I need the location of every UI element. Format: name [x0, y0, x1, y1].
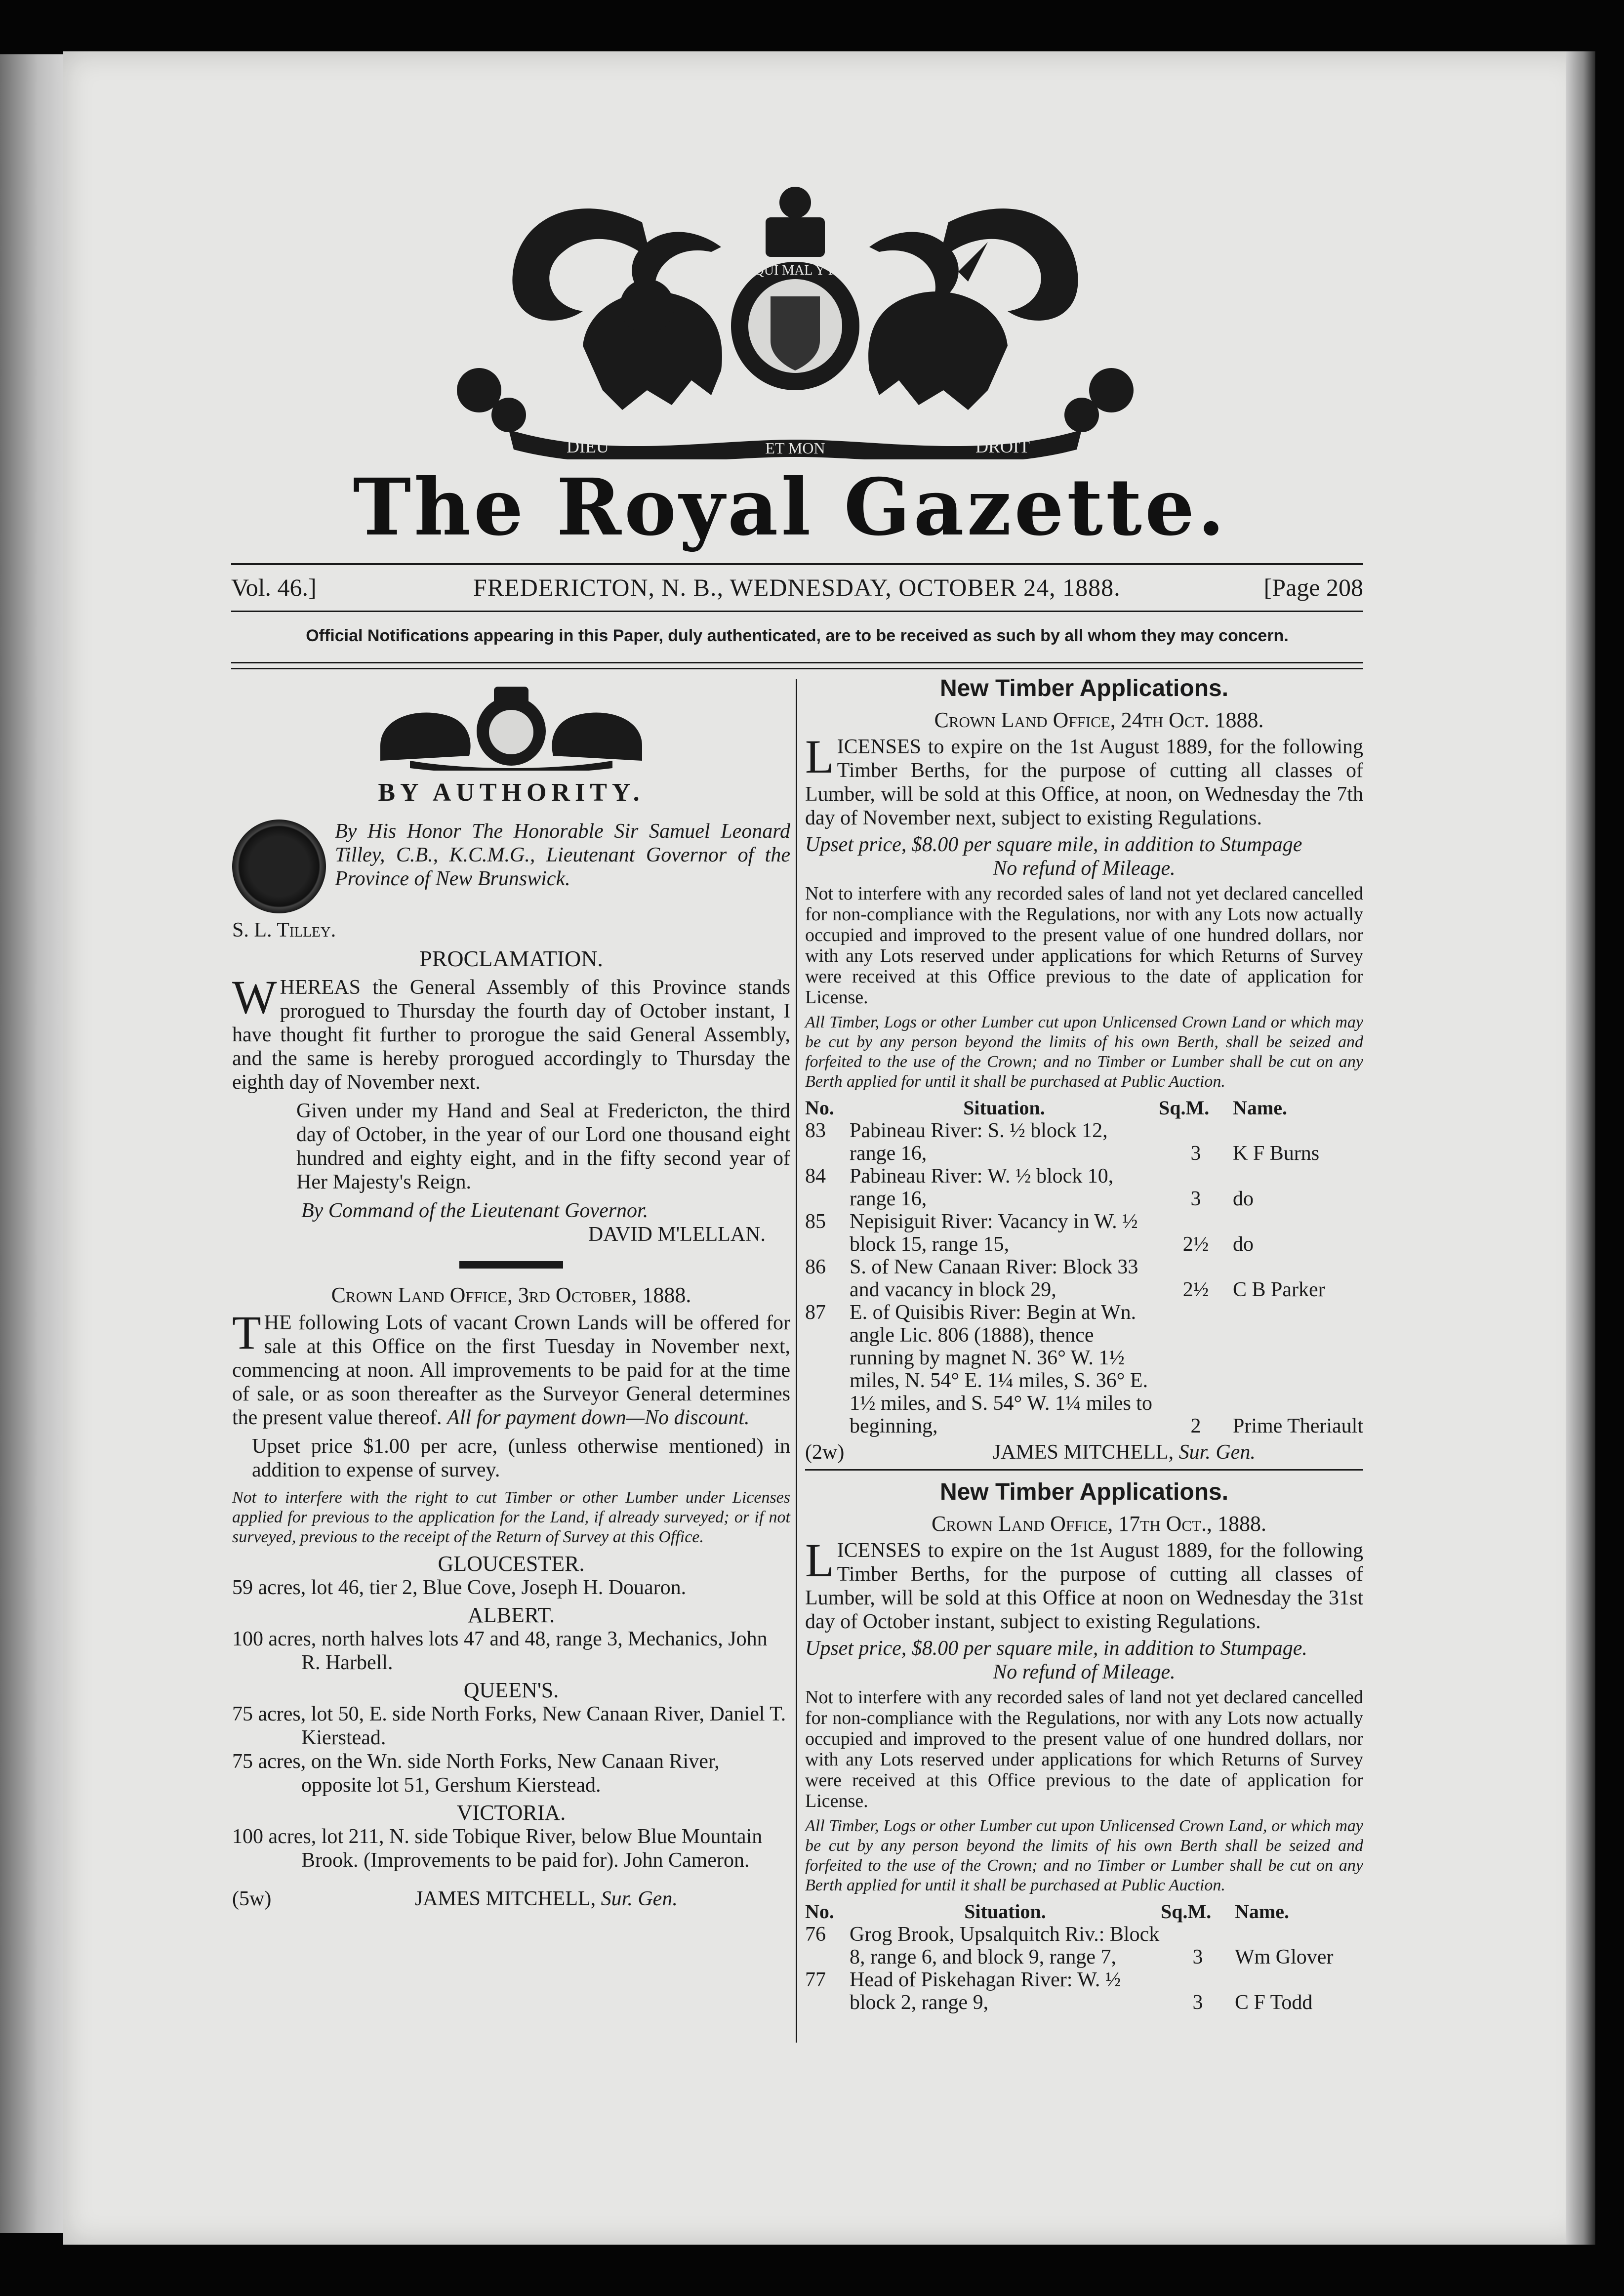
table-row	[805, 1165, 1363, 1210]
proclamation-body-text: HEREAS the General Assembly of this Province stands prorogued to Thursday the fourth day of October instant, I have thought fit further to prorogue the said General Assembly, and the same is hereby prorogued accordingly to Thursday the eighth day of November next.	[232, 976, 790, 1094]
berth-no: 85	[805, 1210, 826, 1233]
berth-name: do	[1233, 1233, 1254, 1256]
crown-land-office-date: Crown Land Office, 24th Oct. 1888.	[934, 708, 1264, 732]
crown-land-office-date: Crown Land Office, 3rd October, 1888.	[331, 1283, 691, 1307]
col-header-name: Name.	[1235, 1900, 1289, 1923]
garter-motto: SOIT QUI MAL Y PENSE	[720, 263, 871, 278]
dropcap: W	[232, 971, 277, 1024]
berth-sqm: 3	[1192, 1946, 1203, 1968]
payment-terms: All for payment down—No discount.	[447, 1406, 750, 1429]
berth-situation: Pabineau River: S. ½ block 12, range 16,	[850, 1119, 1108, 1165]
table-row	[805, 1968, 1363, 2014]
berth-sqm: 3	[1192, 1991, 1203, 2014]
place-and-date: FREDERICTON, N. B., WEDNESDAY, OCTOBER 24, 1888.	[473, 574, 1121, 601]
masthead-rule-lower-2	[231, 668, 1363, 669]
unlicensed-timber-note: All Timber, Logs or other Lumber cut upon Unlicensed Crown Land, or which may be cut by any person beyond the limits of his own Berth shall be seized and forfeited to the use of the Crown; and no Timber or Lumber shall be cut on any Berth applied for until it shall be purchased at Public Auction.	[805, 1817, 1363, 1894]
proclamation-body	[232, 971, 790, 1094]
insertion-count: (2w)	[805, 1441, 845, 1464]
table-row	[805, 1256, 1363, 1301]
royal-coat-of-arms-illustration	[435, 183, 1156, 459]
given-under-hand: Given under my Hand and Seal at Fredericton, the third day of October, in the year of our Lord one thousand eight hundred and eighty eight, and in the fifty second year of Her Majesty's Reign.	[296, 1100, 790, 1193]
motto-word-3: DROIT	[975, 437, 1030, 456]
table-header-row	[805, 1900, 1363, 1923]
table-row	[805, 1210, 1363, 1256]
newspaper-title: The Royal Gazette.	[353, 462, 1228, 553]
timber-berths-table	[805, 1097, 1363, 1437]
masthead-rule-top	[231, 563, 1363, 565]
left-column	[232, 687, 790, 1911]
insertion-count: (5w)	[232, 1887, 272, 1910]
proclamation-intro	[232, 820, 790, 891]
by-command: By Command of the Lieutenant Governor.	[301, 1199, 649, 1222]
col-header-sqm: Sq.M.	[1161, 1900, 1212, 1923]
masthead-rule-lower-1	[231, 662, 1363, 663]
motto-word-2: ET MON	[765, 439, 825, 457]
governor-seal-icon	[232, 820, 326, 913]
land-lot: 75 acres, lot 50, E. side North Forks, New Canaan River, Daniel T. Kierstead.	[232, 1703, 786, 1749]
timber-applications-heading: New Timber Applications.	[939, 675, 1229, 701]
by-authority-heading: BY AUTHORITY.	[378, 779, 645, 807]
signature-line	[232, 1887, 790, 1911]
dateline-bar	[231, 573, 1363, 608]
berth-situation: Nepisiguit River: Vacancy in W. ½ block 15, range 15,	[850, 1210, 1138, 1256]
col-header-name: Name.	[1233, 1097, 1287, 1119]
berth-sqm: 2½	[1182, 1278, 1209, 1301]
berth-name: Wm Glover	[1235, 1946, 1334, 1968]
page-edge-shadow	[1566, 51, 1595, 2245]
surveyor-signature: JAMES MITCHELL,	[992, 1441, 1174, 1464]
col-header-sqm: Sq.M.	[1159, 1097, 1210, 1119]
not-interfere-note: Not to interfere with any recorded sales of land not yet declared cancelled for non-compliance with the Regulations, nor with any Lots now actually occupied and improved to the present value of one hundred dollars, nor with any Lots reserved under applications for which Returns of Survey were received at this Office previous to the date of application for License.	[805, 883, 1363, 1008]
no-refund: No refund of Mileage.	[993, 1661, 1176, 1683]
berth-name: K F Burns	[1233, 1142, 1320, 1165]
column-divider	[796, 679, 797, 2043]
timber-body-text: ICENSES to expire on the 1st August 1889, for the following Timber Berths, for the purpose of cutting all classes of Lumber, will be sold at this Office, at noon, on Wednesday the 7th day of November next, subject to existing Regulations.	[805, 736, 1363, 829]
governor-signature: S. L. Tilley.	[232, 919, 336, 942]
col-header-situation: Situation.	[964, 1900, 1046, 1923]
berth-sqm: 2½	[1182, 1233, 1209, 1256]
land-lot: 59 acres, lot 46, tier 2, Blue Cove, Joseph H. Douaron.	[232, 1576, 687, 1599]
berth-situation: Grog Brook, Upsalquitch Riv.: Block 8, range 6, and block 9, range 7,	[850, 1923, 1160, 1968]
timber-berths-table	[805, 1900, 1363, 2014]
timber-body-text: ICENSES to expire on the 1st August 1889, for the following Timber Berths, for the purpose of cutting all classes of Lumber, will be sold at this Office at noon on Wednesday the 31st day of October instant, subject to existing Regulations.	[805, 1539, 1363, 1633]
dropcap: L	[805, 730, 834, 783]
land-lot: 75 acres, on the Wn. side North Forks, New Canaan River, opposite lot 51, Gershum Kierstead.	[232, 1750, 720, 1797]
timber-body	[805, 1534, 1363, 1634]
berth-no: 87	[805, 1301, 826, 1324]
by-his-honor: By His Honor The Honorable Sir Samuel Leonard Tilley, C.B., K.C.M.G., Lieutenant Governor of the Province of New Brunswick.	[335, 820, 790, 890]
timber-applications-heading: New Timber Applications.	[939, 1479, 1229, 1505]
timber-rights-note: Not to interfere with the right to cut Timber or other Lumber under Licenses applied for previous to the application for the Land, if already surveyed; or if not surveyed, previous to the receipt of the Return of Survey at this Office.	[232, 1488, 790, 1546]
table-header-row	[805, 1097, 1363, 1119]
timber-body	[805, 730, 1363, 830]
not-interfere-note: Not to interfere with any recorded sales of land not yet declared cancelled for non-compliance with the Regulations, nor with any Lots now actually occupied and improved to the present value of one hundred dollars, nor with any Lots reserved under applications for which Returns of Survey were received at this Office previous to the date of application for License.	[805, 1687, 1363, 1811]
facing-page-edge	[0, 54, 69, 2233]
berth-name: do	[1233, 1188, 1254, 1210]
berth-situation: E. of Quisibis River: Begin at Wn. angle Lic. 806 (1888), thence running by magnet N. 36° W. 1½ miles, N. 54° E. 1¼ miles, S. 36° E. 1½ miles, and S. 54° W. 1¼ miles to beginning,	[850, 1301, 1152, 1437]
berth-situation: Head of Piskehagan River: W. ½ block 2, range 9,	[850, 1968, 1121, 2014]
surveyor-signature: JAMES MITCHELL,	[414, 1887, 596, 1910]
unlicensed-timber-note: All Timber, Logs or other Lumber cut upon Unlicensed Crown Land or which may be cut by any person beyond the limits of his own Berth, shall be seized and forfeited to the use of the Crown; and no Timber or Lumber shall be cut on any Berth applied for until it shall be purchased at Public Auction.	[805, 1013, 1363, 1091]
col-header-situation: Situation.	[963, 1097, 1045, 1119]
county-heading: QUEEN'S.	[463, 1678, 559, 1702]
berth-sqm: 3	[1190, 1142, 1201, 1165]
berth-no: 83	[805, 1119, 826, 1142]
col-header-no: No.	[805, 1900, 834, 1923]
right-column	[805, 677, 1363, 2014]
county-heading: VICTORIA.	[456, 1801, 566, 1825]
berth-no: 76	[805, 1923, 826, 1946]
berth-situation: Pabineau River: W. ½ block 10, range 16,	[850, 1165, 1114, 1210]
small-crest-icon	[232, 687, 790, 771]
berth-name: C F Todd	[1235, 1991, 1313, 2014]
berth-situation: S. of New Canaan River: Block 33 and vacancy in block 29,	[850, 1256, 1138, 1301]
table-row	[805, 1923, 1363, 1968]
col-header-no: No.	[805, 1097, 834, 1119]
table-row	[805, 1301, 1363, 1437]
land-lot: 100 acres, lot 211, N. side Tobique River, below Blue Mountain Brook. (Improvements to be paid for). John Cameron.	[232, 1825, 763, 1872]
dropcap: L	[805, 1534, 834, 1587]
volume-number: Vol. 46.]	[231, 574, 317, 601]
section-rule	[805, 1469, 1363, 1471]
upset-price-note: Upset price $1.00 per acre, (unless otherwise mentioned) in addition to expense of survey.	[252, 1435, 790, 1481]
berth-no: 77	[805, 1968, 826, 1991]
section-divider-bar	[459, 1261, 563, 1269]
berth-no: 84	[805, 1165, 826, 1188]
proclamation-title: PROCLAMATION.	[419, 946, 603, 971]
crown-lands-body	[232, 1306, 790, 1430]
berth-name: C B Parker	[1233, 1278, 1325, 1301]
no-refund: No refund of Mileage.	[993, 857, 1176, 880]
crown-lands-body-text: HE following Lots of vacant Crown Lands will be offered for sale at this Office on the first Tuesday in November next, commencing at noon. All improvements to be paid for at the time of sale, or as soon thereafter as the Surveyor General determines the present value thereof.	[232, 1312, 790, 1429]
secretary-signature: DAVID M'LELLAN.	[588, 1223, 766, 1246]
county-heading: ALBERT.	[467, 1603, 555, 1627]
berth-sqm: 2	[1190, 1415, 1201, 1437]
page-number: [Page 208	[1263, 574, 1363, 601]
masthead-rule-mid	[231, 611, 1363, 612]
berth-name: Prime Theriault	[1233, 1415, 1363, 1437]
dropcap: T	[232, 1306, 261, 1359]
table-row	[805, 1119, 1363, 1165]
signature-line	[805, 1440, 1363, 1464]
county-heading: GLOUCESTER.	[438, 1552, 585, 1576]
land-lot: 100 acres, north halves lots 47 and 48, range 3, Mechanics, John R. Harbell.	[232, 1628, 768, 1674]
berth-no: 86	[805, 1256, 826, 1278]
motto-word-1: DIEU	[567, 437, 609, 456]
crown-land-office-date: Crown Land Office, 17th Oct., 1888.	[931, 1512, 1266, 1536]
upset-price: Upset price, $8.00 per square mile, in addition to Stumpage.	[805, 1637, 1307, 1660]
surveyor-title: Sur. Gen.	[601, 1887, 678, 1910]
official-notice: Official Notifications appearing in this Paper, duly authenticated, are to be received as such by all whom they may concern.	[306, 626, 1289, 645]
berth-sqm: 3	[1190, 1188, 1201, 1210]
upset-price: Upset price, $8.00 per square mile, in addition to Stumpage	[805, 833, 1302, 856]
surveyor-title: Sur. Gen.	[1178, 1441, 1256, 1464]
